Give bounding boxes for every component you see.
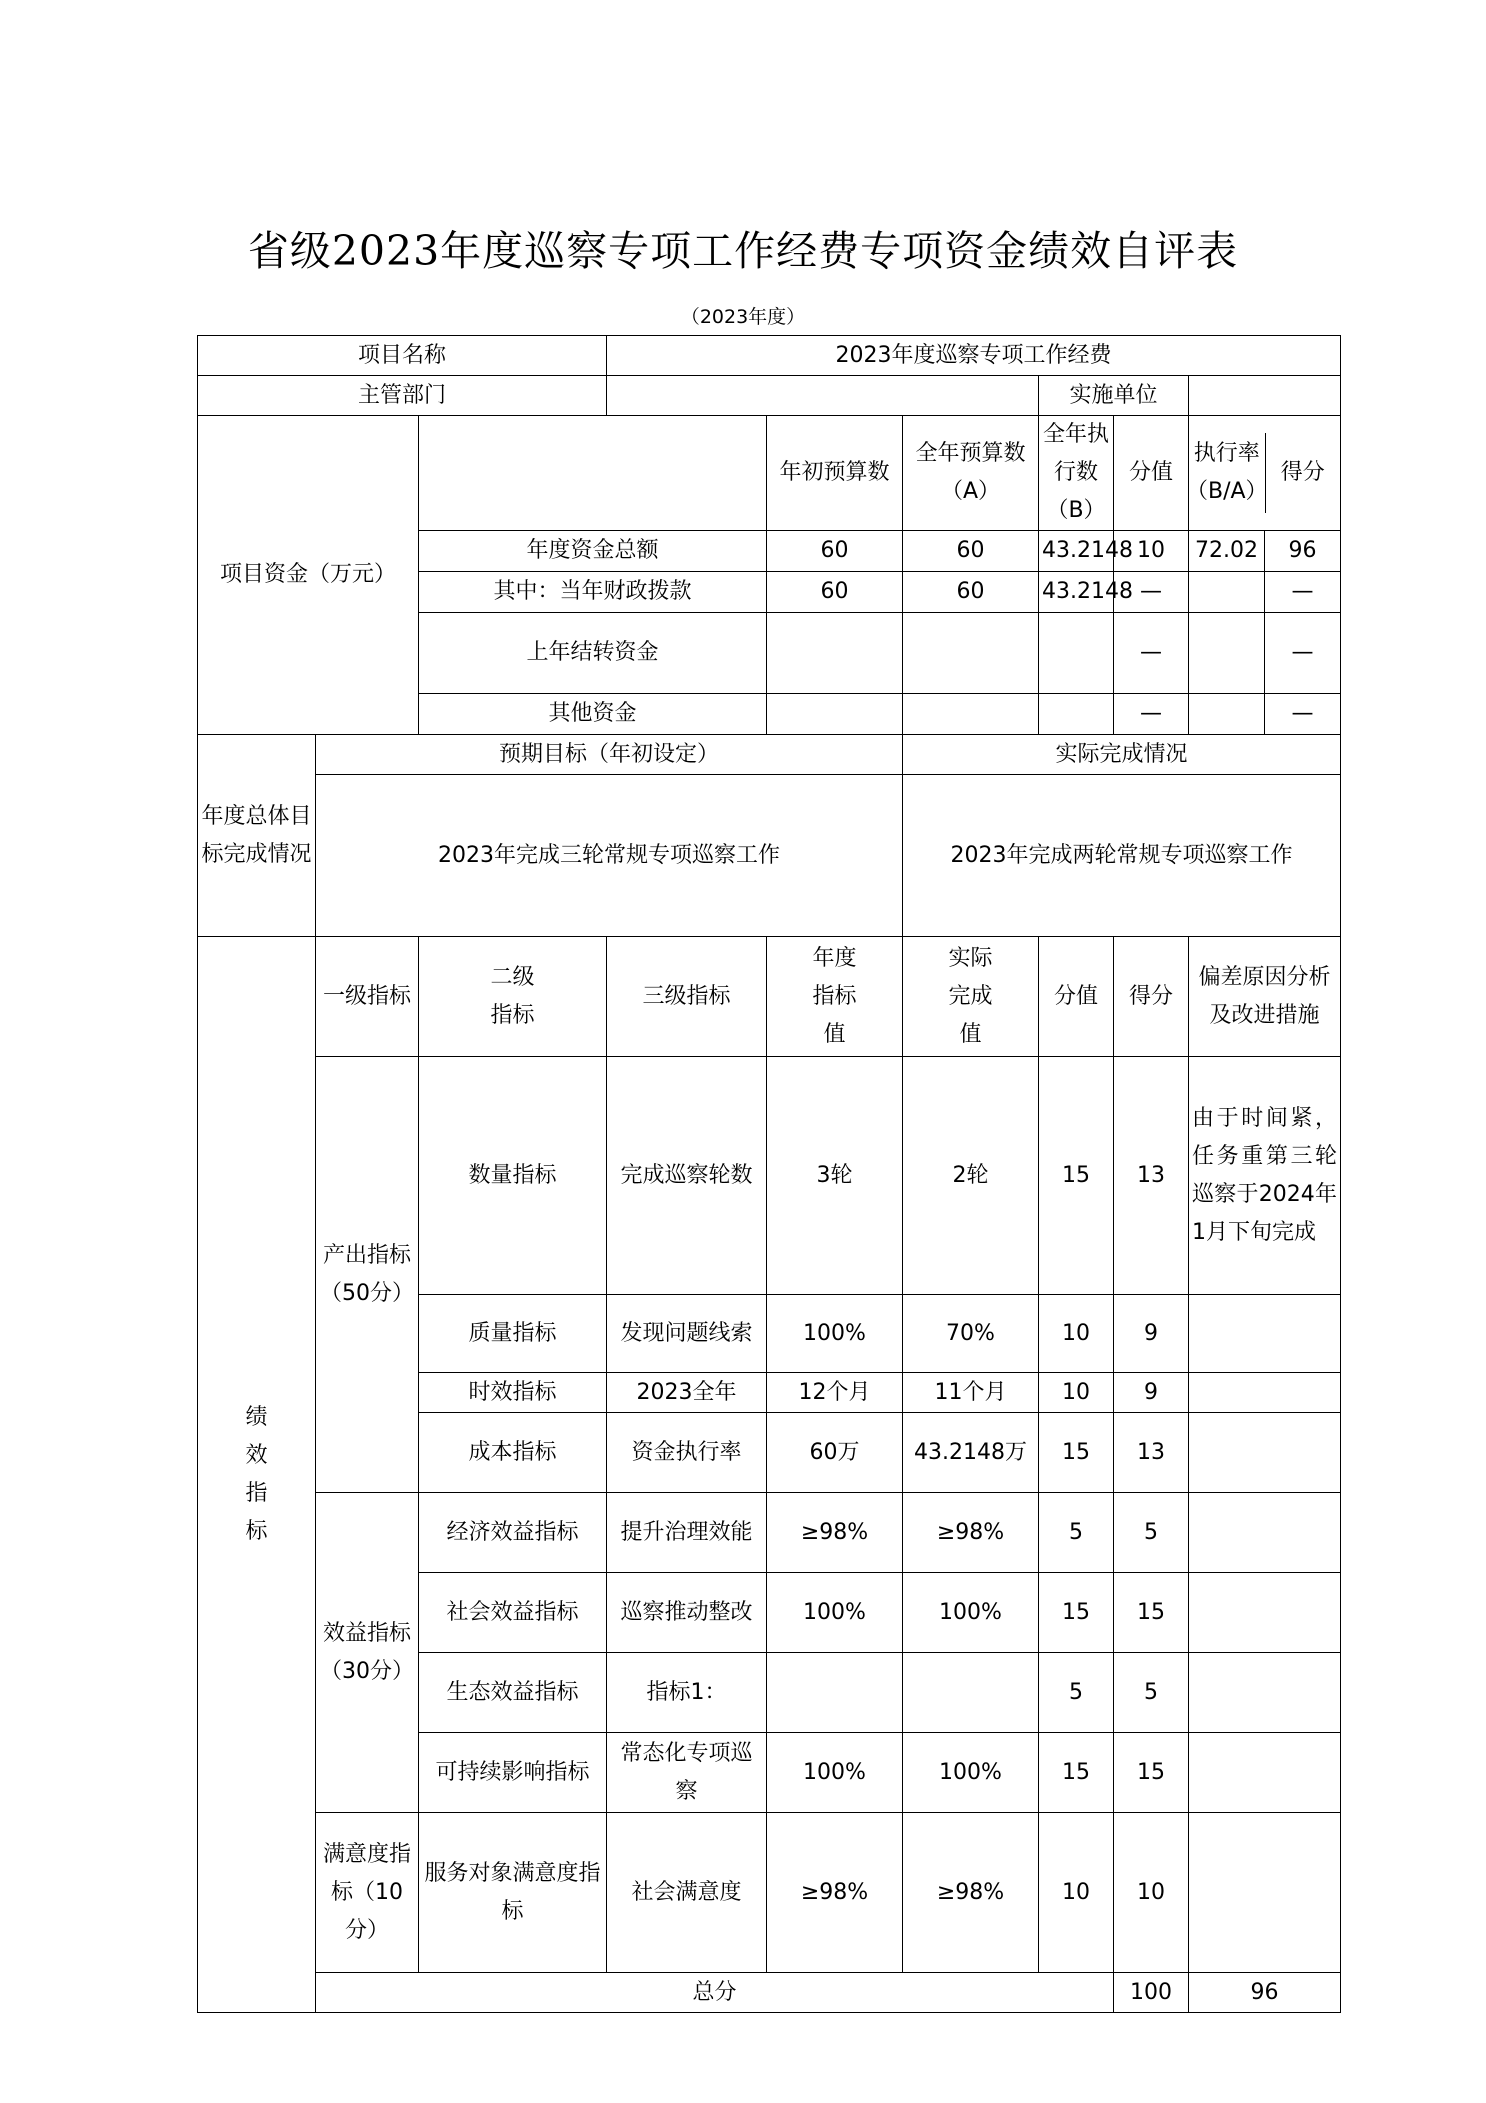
indicator-score: 13 — [1114, 1413, 1189, 1493]
funds-cell-rate-score — [1189, 572, 1341, 613]
indicator-target: 100% — [767, 1733, 903, 1813]
funds-row-label: 年度资金总额 — [419, 531, 767, 572]
indicator-level3: 提升治理效能 — [607, 1493, 767, 1573]
indicator-header-actual: 实际完成值 — [903, 937, 1039, 1057]
funds-cell-score-value: — — [1114, 694, 1189, 735]
indicator-header-target: 年度指标值 — [767, 937, 903, 1057]
indicator-group-label: 满意度指标（10分） — [316, 1813, 419, 1973]
funds-cell-rate: 72.02 — [1189, 531, 1265, 571]
indicator-score: 10 — [1114, 1813, 1189, 1973]
indicator-level2: 可持续影响指标 — [419, 1733, 607, 1813]
indicator-level3: 常态化专项巡察 — [607, 1733, 767, 1813]
funds-cell-rate-score — [1189, 694, 1341, 735]
indicator-level3: 完成巡察轮数 — [607, 1057, 767, 1295]
indicator-target: ≥98% — [767, 1493, 903, 1573]
indicator-level2: 数量指标 — [419, 1057, 607, 1295]
total-label: 总分 — [316, 1973, 1114, 2013]
indicator-score: 15 — [1114, 1733, 1189, 1813]
funds-cell-initial: 60 — [767, 531, 903, 572]
indicator-score: 5 — [1114, 1653, 1189, 1733]
indicator-analysis — [1189, 1653, 1341, 1733]
indicator-actual: 100% — [903, 1733, 1039, 1813]
funds-cell-budget — [903, 613, 1039, 694]
indicator-actual: ≥98% — [903, 1493, 1039, 1573]
funds-section-label: 项目资金（万元） — [198, 416, 419, 735]
indicator-row — [198, 1057, 1341, 1295]
indicator-target: ≥98% — [767, 1813, 903, 1973]
indicator-level3: 巡察推动整改 — [607, 1573, 767, 1653]
dept-value — [607, 376, 1039, 416]
funds-cell-exec — [1039, 694, 1114, 735]
indicator-level3: 社会满意度 — [607, 1813, 767, 1973]
indicator-score: 9 — [1114, 1295, 1189, 1373]
indicator-actual: 43.2148万 — [903, 1413, 1039, 1493]
indicator-level2: 时效指标 — [419, 1373, 607, 1413]
indicators-section-label: 绩效指标 — [198, 937, 316, 2013]
indicator-analysis — [1189, 1413, 1341, 1493]
department-row — [198, 376, 1341, 416]
funds-row-label: 其中：当年财政拨款 — [419, 572, 767, 613]
indicator-analysis: 由于时间紧，任务重第三轮巡察于2024年1月下旬完成 — [1189, 1057, 1341, 1295]
indicator-level2: 质量指标 — [419, 1295, 607, 1373]
funds-header-initial: 年初预算数 — [767, 416, 903, 531]
indicator-score-value: 10 — [1039, 1813, 1114, 1973]
indicator-analysis — [1189, 1295, 1341, 1373]
goals-section-label: 年度总体目标完成情况 — [198, 735, 316, 937]
funds-header-score: 得分 — [1280, 460, 1325, 485]
indicator-score-value: 15 — [1039, 1413, 1114, 1493]
indicator-target: 100% — [767, 1573, 903, 1653]
indicator-actual — [903, 1653, 1039, 1733]
funds-cell-initial — [767, 694, 903, 735]
impl-unit-value — [1189, 376, 1341, 416]
goals-header-row — [198, 735, 1341, 775]
indicator-score: 15 — [1114, 1573, 1189, 1653]
impl-unit-label: 实施单位 — [1039, 376, 1189, 416]
funds-header-exec: 全年执行数（B） — [1039, 416, 1114, 531]
indicator-score-value: 5 — [1039, 1493, 1114, 1573]
funds-cell-initial: 60 — [767, 572, 903, 613]
indicator-header-row — [198, 937, 1341, 1057]
indicator-score-value: 15 — [1039, 1573, 1114, 1653]
funds-cell-budget: 60 — [903, 531, 1039, 572]
indicator-analysis — [1189, 1733, 1341, 1813]
funds-header-row — [198, 416, 1341, 531]
page-title: 省级2023年度巡察专项工作经费专项资金绩效自评表 — [247, 227, 1239, 275]
funds-cell-budget: 60 — [903, 572, 1039, 613]
indicator-score-value: 10 — [1039, 1373, 1114, 1413]
goals-expected-value: 2023年完成三轮常规专项巡察工作 — [316, 775, 903, 937]
indicator-header-score: 得分 — [1114, 937, 1189, 1057]
funds-header-budget: 全年预算数（A） — [903, 416, 1039, 531]
total-score-value: 100 — [1114, 1973, 1189, 2013]
indicator-score: 9 — [1114, 1373, 1189, 1413]
funds-cell-rate-score — [1189, 531, 1341, 572]
indicator-actual: ≥98% — [903, 1813, 1039, 1973]
funds-cell-rate — [1189, 694, 1265, 734]
funds-header-rate: 执行率（B/A） — [1189, 433, 1266, 513]
goals-expected-header: 预期目标（年初设定） — [316, 735, 903, 775]
funds-cell-exec: 43.2148 — [1039, 531, 1114, 572]
indicator-score-value: 5 — [1039, 1653, 1114, 1733]
indicator-actual: 11个月 — [903, 1373, 1039, 1413]
indicator-header-level2: 二级指标 — [419, 937, 607, 1057]
indicator-header-score-value: 分值 — [1039, 937, 1114, 1057]
funds-header-rate-score — [1186, 416, 1341, 531]
indicator-target: 12个月 — [767, 1373, 903, 1413]
indicator-target: 100% — [767, 1295, 903, 1373]
indicator-level2: 生态效益指标 — [419, 1653, 607, 1733]
indicator-analysis — [1189, 1493, 1341, 1573]
indicator-score-value: 15 — [1039, 1733, 1114, 1813]
indicator-row — [198, 1493, 1341, 1573]
indicator-score: 5 — [1114, 1493, 1189, 1573]
indicator-header-level1: 一级指标 — [316, 937, 419, 1057]
funds-cell-score: — — [1291, 640, 1314, 665]
funds-cell-exec: 43.2148 — [1039, 572, 1114, 613]
indicator-target — [767, 1653, 903, 1733]
goals-actual-header: 实际完成情况 — [903, 735, 1341, 775]
funds-cell-rate-score — [1189, 613, 1341, 694]
goals-actual-value: 2023年完成两轮常规专项巡察工作 — [903, 775, 1341, 937]
indicator-level3: 发现问题线索 — [607, 1295, 767, 1373]
indicator-header-level3: 三级指标 — [607, 937, 767, 1057]
dept-label: 主管部门 — [198, 376, 607, 416]
indicator-score-value: 15 — [1039, 1057, 1114, 1295]
funds-header-blank — [419, 416, 767, 531]
indicator-target: 3轮 — [767, 1057, 903, 1295]
indicator-level3: 资金执行率 — [607, 1413, 767, 1493]
indicator-level3: 指标1： — [607, 1653, 767, 1733]
project-name-value: 2023年度巡察专项工作经费 — [607, 336, 1341, 376]
indicator-actual: 100% — [903, 1573, 1039, 1653]
indicator-group-label: 效益指标（30分） — [316, 1493, 419, 1813]
total-row — [198, 1973, 1341, 2013]
funds-cell-score-value: 10 — [1114, 531, 1189, 572]
goals-content-row — [198, 775, 1341, 937]
indicator-actual: 70% — [903, 1295, 1039, 1373]
funds-cell-rate — [1189, 613, 1265, 693]
indicator-group-label: 产出指标（50分） — [316, 1057, 419, 1493]
funds-header-score-value: 分值 — [1114, 416, 1189, 531]
indicator-score-value: 10 — [1039, 1295, 1114, 1373]
funds-cell-score: 96 — [1288, 538, 1317, 563]
funds-cell-rate — [1189, 572, 1265, 612]
indicator-analysis — [1189, 1813, 1341, 1973]
indicator-actual: 2轮 — [903, 1057, 1039, 1295]
indicator-analysis — [1189, 1373, 1341, 1413]
indicator-level2: 服务对象满意度指标 — [419, 1813, 607, 1973]
indicator-row — [198, 1813, 1341, 1973]
indicator-header-analysis: 偏差原因分析及改进措施 — [1189, 937, 1341, 1057]
funds-cell-exec — [1039, 613, 1114, 694]
funds-row-label: 其他资金 — [419, 694, 767, 735]
page-subtitle: （2023年度） — [680, 306, 806, 328]
funds-row-label: 上年结转资金 — [419, 613, 767, 694]
indicator-level2: 社会效益指标 — [419, 1573, 607, 1653]
funds-cell-score-value: — — [1114, 613, 1189, 694]
indicator-target: 60万 — [767, 1413, 903, 1493]
funds-cell-budget — [903, 694, 1039, 735]
indicator-level2: 经济效益指标 — [419, 1493, 607, 1573]
indicator-score: 13 — [1114, 1057, 1189, 1295]
indicator-analysis — [1189, 1573, 1341, 1653]
total-score: 96 — [1189, 1973, 1341, 2013]
project-name-label: 项目名称 — [198, 336, 607, 376]
indicator-level3: 2023全年 — [607, 1373, 767, 1413]
funds-cell-score: — — [1291, 579, 1314, 604]
self-evaluation-table — [197, 335, 1341, 2013]
funds-cell-score: — — [1291, 701, 1314, 726]
funds-cell-initial — [767, 613, 903, 694]
project-name-row — [198, 336, 1341, 376]
funds-cell-score-value: — — [1114, 572, 1189, 613]
indicator-level2: 成本指标 — [419, 1413, 607, 1493]
